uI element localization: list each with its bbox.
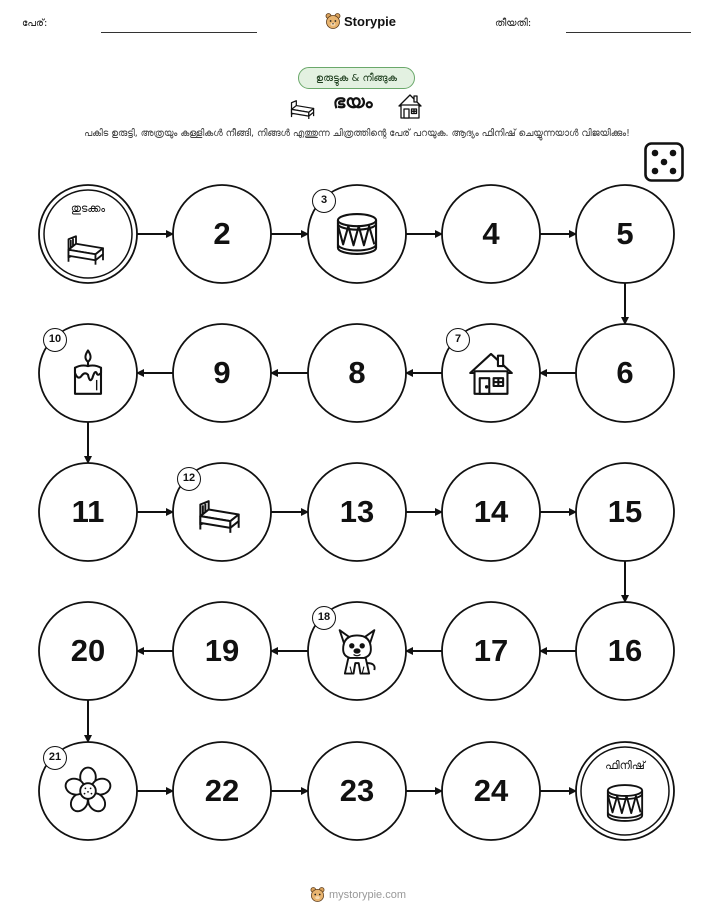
cell-number: 4 xyxy=(482,216,500,251)
cell-number: 2 xyxy=(213,216,231,251)
date-label: തീയതി: xyxy=(495,18,532,29)
cell-number: 11 xyxy=(71,494,105,529)
activity-pill: ഉരുട്ടുക & നീങ്ങുക xyxy=(298,67,415,89)
bear-logo-icon xyxy=(310,886,325,903)
cell-number: 9 xyxy=(213,355,231,390)
cell-number: 13 xyxy=(339,494,375,529)
cell-number: 22 xyxy=(204,773,240,808)
instructions: പകിട ഉരുട്ടി, അത്രയും കള്ളികൾ നീങ്ങി, നിങ്ങൾ എത്തുന്ന ചിത്രത്തിന്റെ പേര് പറയുക. ആദ്യം ഫിനിഷ് ചെയ്യുന്നയാൾ വിജയിക്കും! xyxy=(84,128,630,139)
start-label: തുടക്കം xyxy=(70,202,106,215)
cell-number: 8 xyxy=(348,355,366,390)
cell-number: 19 xyxy=(204,633,240,668)
cell-circle xyxy=(39,185,137,283)
cell-number: 17 xyxy=(473,633,509,668)
cell-number: 20 xyxy=(70,633,106,668)
cell-number-badge: 7 xyxy=(446,328,470,352)
drum-icon xyxy=(608,785,642,821)
brand-name: Storypie xyxy=(344,13,397,29)
board-cell-25 xyxy=(576,742,674,840)
page-title: ഭയം xyxy=(333,91,373,113)
cell-number-badge: 12 xyxy=(177,467,201,491)
cell-number: 16 xyxy=(607,633,643,668)
footer-url[interactable]: mystorypie.com xyxy=(329,888,407,901)
footer xyxy=(310,886,406,903)
drum-icon xyxy=(338,214,376,254)
cell-number: 23 xyxy=(339,773,375,808)
cell-number-badge: 10 xyxy=(43,328,67,352)
cell-number-badge: 18 xyxy=(312,606,336,630)
cell-number-badge: 3 xyxy=(312,189,336,213)
cell-number: 5 xyxy=(616,216,634,251)
cell-number: 14 xyxy=(473,494,509,529)
cell-number: 24 xyxy=(473,773,509,808)
finish-label: ഫിനിഷ് xyxy=(605,759,645,772)
cell-number: 6 xyxy=(616,355,634,390)
cell-number: 15 xyxy=(607,494,643,529)
name-label: പേര്: xyxy=(22,18,48,29)
board-cell-1 xyxy=(39,185,137,283)
cell-number-badge: 21 xyxy=(43,746,67,770)
